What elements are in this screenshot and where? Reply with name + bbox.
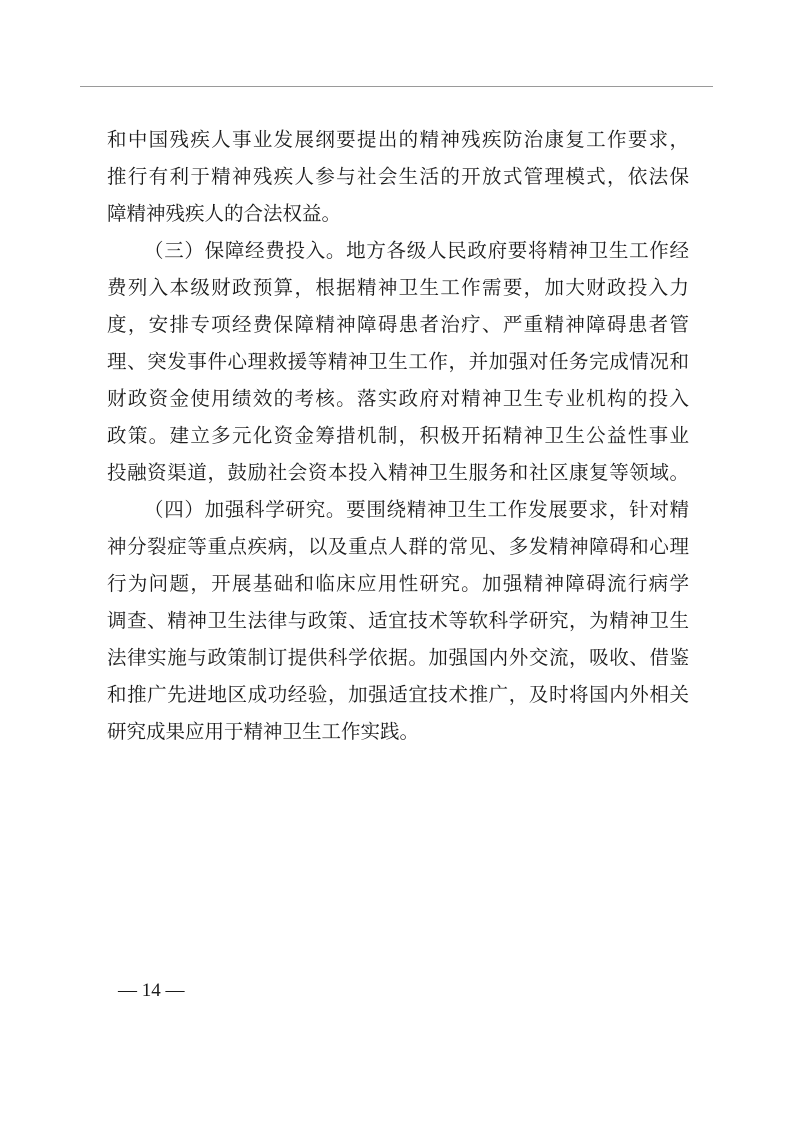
text-line: 投融资渠道，鼓励社会资本投入精神卫生服务和社区康复等领域。	[107, 461, 689, 484]
text-line: 政策。建立多元化资金筹措机制，积极开拓精神卫生公益性事业	[107, 424, 689, 447]
header-rule	[80, 86, 713, 87]
section-heading-line: （三）保障经费投入。地方各级人民政府要将精神卫生工作经	[144, 239, 689, 262]
text-line: 推行有利于精神残疾人参与社会生活的开放式管理模式，依法保	[107, 165, 689, 188]
text-line: 调查、精神卫生法律与政策、适宜技术等软科学研究，为精神卫生	[107, 609, 689, 632]
text-line: 法律实施与政策制订提供科学依据。加强国内外交流，吸收、借鉴	[107, 646, 689, 669]
text-line: 财政资金使用绩效的考核。落实政府对精神卫生专业机构的投入	[107, 387, 689, 410]
text-line: 神分裂症等重点疾病，以及重点人群的常见、多发精神障碍和心理	[107, 535, 689, 558]
text-line: 研究成果应用于精神卫生工作实践。	[107, 720, 420, 743]
text-line: 和推广先进地区成功经验，加强适宜技术推广，及时将国内外相关	[107, 683, 689, 706]
document-body	[107, 121, 689, 750]
text-line: 行为问题，开展基础和临床应用性研究。加强精神障碍流行病学	[107, 572, 689, 595]
section-heading-line: （四）加强科学研究。要围绕精神卫生工作发展要求，针对精	[144, 498, 689, 521]
text-line: 障精神残疾人的合法权益。	[107, 202, 342, 225]
text-line: 和中国残疾人事业发展纲要提出的精神残疾防治康复工作要求，	[107, 128, 689, 151]
text-line: 理、突发事件心理救援等精神卫生工作，并加强对任务完成情况和	[107, 350, 689, 373]
text-line: 度，安排专项经费保障精神障碍患者治疗、严重精神障碍患者管	[107, 313, 689, 336]
text-line: 费列入本级财政预算，根据精神卫生工作需要，加大财政投入力	[107, 276, 689, 299]
page-number: — 14 —	[118, 980, 185, 1001]
